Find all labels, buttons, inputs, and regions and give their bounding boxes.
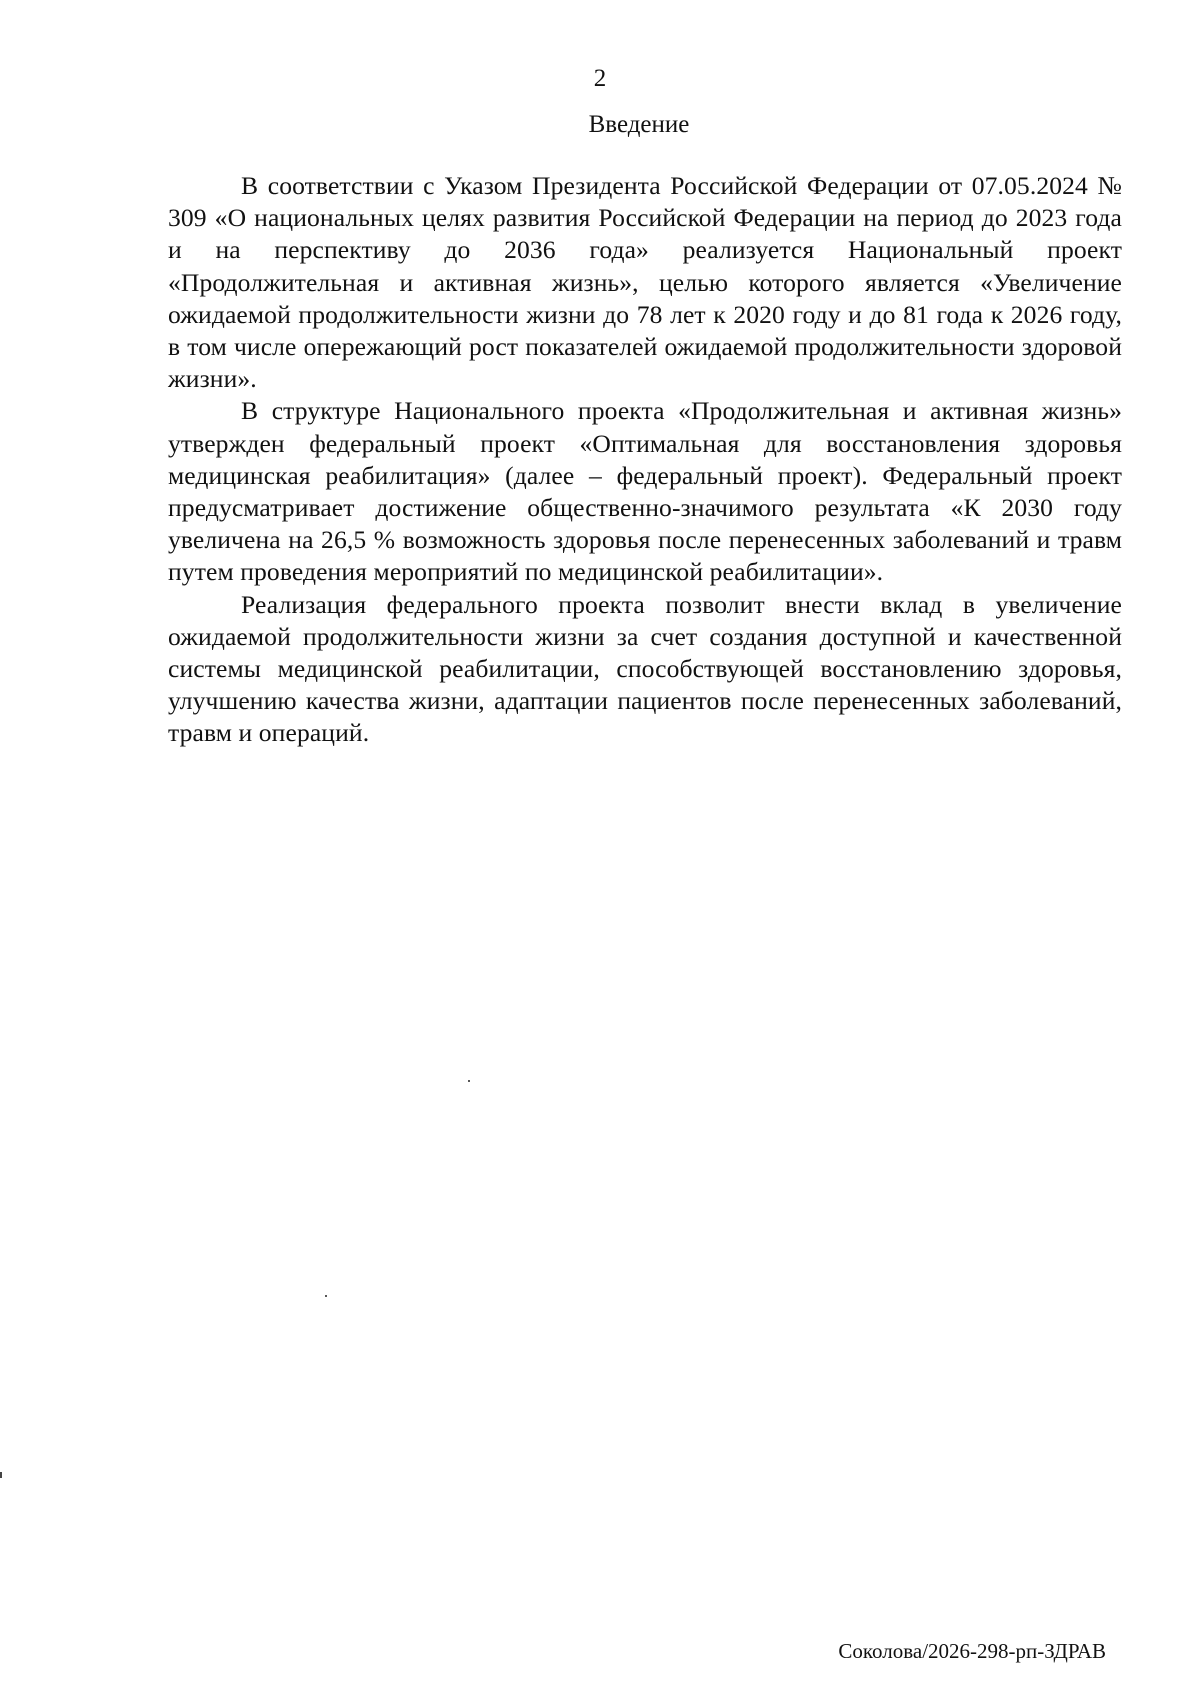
footer-reference: Соколова/2026-298-рп-ЗДРАВ [838,1639,1106,1663]
scan-speck [325,1295,327,1297]
section-title [0,109,1200,141]
paragraph-2: В структуре Национального проекта «Продолжительная и активная жизнь» утвержден федеральный проект «Оптимальная для восстановления здоровья медицинская реабилитация» (далее – федеральный проект). Федеральный проект предусматривает достижение общественно-значимого результата «К 2030 году увеличена на 26,5 % возможность здоровья после перенесенных заболеваний и травм путем проведения мероприятий по медицинской реабилитации». [168,396,1122,587]
section-title-text: Введение [588,111,690,138]
document-body [168,170,1122,750]
paragraph-3: Реализация федерального проекта позволит внести вклад в увеличение ожидаемой продолжительности жизни за счет создания доступной и качественной системы медицинской реабилитации, способствующей восстановлению здоровья, улучшению качества жизни, адаптации пациентов после перенесенных заболеваний, травм и операций. [168,589,1122,748]
scan-edge-mark [0,1472,2,1478]
scan-speck [468,1080,470,1082]
page-number: 2 [593,65,607,92]
paragraph-1: В соответствии с Указом Президента Российской Федерации от 07.05.2024 № 309 «О национальных целях развития Российской Федерации на период до 2023 года и на перспективу до 2036 года» реализуется Национальный проект «Продолжительная и активная жизнь», целью которого является «Увеличение ожидаемой продолжительности жизни до 78 лет к 2020 году и до 81 года к 2026 году, в том числе опережающий рост показателей ожидаемой продолжительности здоровой жизни». [168,171,1122,394]
